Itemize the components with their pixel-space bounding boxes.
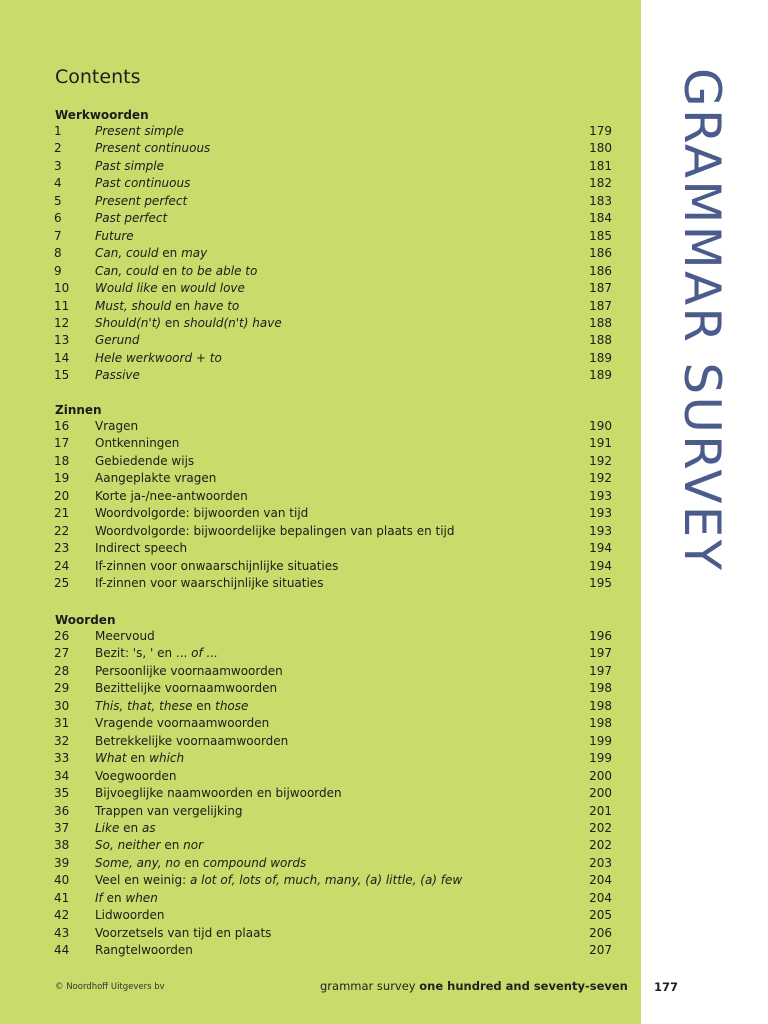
entry-page: 199 (589, 733, 612, 748)
entry-title-part: If-zinnen voor onwaarschijnlijke situaties (95, 558, 339, 573)
running-title: grammar survey (320, 979, 416, 993)
entry-title-part: en (102, 890, 126, 905)
toc-entry[interactable] (0, 890, 641, 907)
entry-page: 187 (589, 281, 612, 296)
entry-page: 202 (589, 820, 612, 835)
toc-entry[interactable] (0, 505, 641, 522)
entry-title-part: would love (180, 281, 245, 296)
entry-title (95, 803, 575, 820)
entry-page: 180 (589, 141, 612, 156)
entry-title-part: nor (183, 838, 204, 853)
entry-page: 181 (589, 158, 612, 173)
entry-title (95, 332, 575, 349)
entry-title (95, 750, 575, 767)
section-heading: Werkwoorden (55, 108, 149, 122)
toc-entry[interactable] (0, 540, 641, 557)
entry-page: 200 (589, 768, 612, 783)
entry-title (95, 907, 575, 924)
entry-title-part: Vragen (95, 419, 139, 433)
entry-title (95, 350, 575, 367)
toc-entry[interactable] (0, 733, 641, 750)
entry-title-part: en (157, 281, 181, 296)
entry-title-part: compound words (203, 855, 307, 870)
entry-page: 201 (589, 803, 612, 818)
entry-page: 204 (589, 873, 612, 888)
toc-entry[interactable] (0, 140, 641, 157)
entry-title-part: Voorzetsels van tijd en plaats (95, 925, 272, 940)
copyright-notice: © Noordhoff Uitgevers bv (55, 982, 165, 992)
entry-number: 18 (54, 453, 70, 468)
entry-number: 30 (54, 698, 70, 713)
entry-title (95, 698, 575, 715)
entry-title-part: Trappen van vergelijking (95, 803, 243, 818)
entry-number: 8 (54, 246, 62, 261)
entry-number: 15 (54, 368, 70, 383)
entry-page: 198 (589, 716, 612, 731)
entry-title-part: when (125, 890, 158, 905)
entry-title-part: Veel en weinig: (95, 873, 190, 888)
entry-title (95, 663, 575, 680)
entry-title-part: en (192, 698, 216, 713)
entry-page: 205 (589, 908, 612, 923)
entry-title (95, 645, 575, 662)
entry-title (95, 435, 575, 452)
entry-number: 22 (54, 523, 70, 538)
entry-title (95, 680, 575, 697)
entry-title (95, 298, 575, 315)
entry-number: 40 (54, 873, 70, 888)
entry-title-part: Future (95, 228, 134, 243)
entry-title (95, 367, 575, 384)
page-title: Contents (55, 66, 141, 88)
toc-entry[interactable] (0, 280, 641, 297)
toc-entry[interactable] (0, 470, 641, 487)
toc-entry[interactable] (0, 263, 641, 280)
entry-title-part: This, that, these (95, 698, 193, 713)
toc-entry[interactable] (0, 435, 641, 452)
entry-title (95, 855, 575, 872)
entry-title (95, 942, 575, 959)
entry-page: 193 (589, 488, 612, 503)
entry-title (95, 418, 575, 435)
entry-page: 196 (589, 629, 612, 643)
entry-title (95, 488, 575, 505)
toc-entry[interactable] (0, 715, 641, 732)
entry-title-part: Persoonlijke voornaamwoorden (95, 663, 283, 678)
entry-page: 194 (589, 558, 612, 573)
entry-number: 39 (54, 855, 70, 870)
entry-title-part: en (126, 751, 150, 766)
entry-number: 17 (54, 436, 70, 451)
toc-entry[interactable] (0, 803, 641, 820)
entry-title-part: Hele werkwoord + (95, 350, 210, 365)
toc-entry[interactable] (0, 228, 641, 245)
entry-title-part: en (160, 838, 184, 853)
entry-title-part: Gebiedende wijs (95, 453, 195, 468)
toc-entry[interactable] (0, 925, 641, 942)
entry-title-part: Passive (95, 368, 140, 383)
toc-entry[interactable] (0, 820, 641, 837)
entry-number: 35 (54, 786, 70, 801)
entry-page: 186 (589, 263, 612, 278)
entry-page: 183 (589, 193, 612, 208)
entry-number: 13 (54, 333, 70, 348)
entry-title (95, 470, 575, 487)
entry-page: 203 (589, 855, 612, 870)
entry-page: 200 (589, 786, 612, 801)
entry-title-part: Woordvolgorde: bijwoordelijke bepalingen van plaats en tijd (95, 523, 455, 538)
entry-title (95, 315, 575, 332)
entry-number: 2 (54, 141, 62, 156)
entry-number: 27 (54, 646, 70, 661)
toc-entry[interactable] (0, 332, 641, 349)
entry-title (95, 890, 575, 907)
entry-title-part: to (209, 350, 222, 365)
entry-title-part: of ... (191, 646, 218, 661)
entry-title (95, 193, 575, 210)
entry-number: 3 (54, 158, 62, 173)
entry-number: 32 (54, 733, 70, 748)
toc-entry[interactable] (0, 175, 641, 192)
entry-page: 192 (589, 471, 612, 486)
entry-title-part: Korte ja-/nee-antwoorden (95, 488, 248, 503)
toc-entry[interactable] (0, 298, 641, 315)
entry-page: 188 (589, 315, 612, 330)
toc-entry[interactable] (0, 768, 641, 785)
entry-number: 12 (54, 315, 70, 330)
side-title: GRAMMAR SURVEY (673, 68, 731, 573)
entry-title-part: have to (193, 298, 240, 313)
entry-number: 42 (54, 908, 70, 923)
entry-title (95, 872, 575, 889)
toc-entry[interactable] (0, 488, 641, 505)
entry-number: 16 (54, 419, 70, 433)
entry-title-part: en (119, 820, 142, 835)
section-heading: Woorden (55, 613, 116, 627)
toc-entry[interactable] (0, 855, 641, 872)
entry-title-part: Past simple (95, 158, 164, 173)
entry-number: 20 (54, 488, 70, 503)
entry-title-part: as (141, 820, 156, 835)
entry-title-part: en (161, 315, 184, 330)
page-number-words: one hundred and seventy-seven (419, 979, 628, 993)
toc-entry[interactable] (0, 193, 641, 210)
entry-page: 189 (589, 350, 612, 365)
entry-title-part: Past perfect (95, 211, 168, 226)
entry-title-part: Woordvolgorde: bijwoorden van tijd (95, 506, 309, 521)
entry-title-part: Present continuous (95, 141, 211, 156)
entry-title-part: may (181, 246, 208, 261)
entry-title (95, 505, 575, 522)
entry-title-part: Can, could (95, 263, 159, 278)
entry-title-part: Indirect speech (95, 541, 188, 556)
page-number: 177 (653, 980, 678, 994)
entry-page: 182 (589, 176, 612, 191)
entry-title-part: a lot of, lots of, much, many, (a) little, (a) few (189, 873, 463, 888)
entry-number: 26 (54, 629, 70, 643)
toc-entry[interactable] (0, 367, 641, 384)
entry-title-part: Like (95, 820, 120, 835)
toc-entry[interactable] (0, 872, 641, 889)
entry-number: 36 (54, 803, 70, 818)
entry-title (95, 263, 575, 280)
entry-title-part: en (171, 298, 194, 313)
entry-title-part: en (180, 855, 203, 870)
entry-title (95, 540, 575, 557)
entry-number: 9 (54, 263, 62, 278)
entry-title (95, 140, 575, 157)
entry-title-part: Bezit: 's, ' en ... (95, 646, 192, 661)
toc-entry[interactable] (0, 245, 641, 262)
entry-title-part: Some, any, no (95, 855, 181, 870)
entry-page: 190 (589, 419, 612, 433)
entry-title-part: Aangeplakte vragen (95, 471, 217, 486)
entry-title-part: Rangtelwoorden (95, 943, 193, 958)
entry-title (95, 733, 575, 750)
toc-entry[interactable] (0, 558, 641, 575)
entry-title-part: Past continuous (95, 176, 191, 191)
entry-title (95, 280, 575, 297)
entry-title (95, 575, 575, 592)
toc-entry[interactable] (0, 942, 641, 959)
entry-number: 28 (54, 663, 70, 678)
entry-number: 44 (54, 943, 70, 958)
entry-number: 38 (54, 838, 70, 853)
entry-title-part: If (95, 890, 103, 905)
entry-title-part: those (215, 698, 249, 713)
running-footer (320, 979, 628, 993)
entry-page: 197 (589, 646, 612, 661)
entry-title-part: Voegwoorden (95, 768, 177, 783)
entry-page: 186 (589, 246, 612, 261)
entry-number: 19 (54, 471, 70, 486)
toc-entry[interactable] (0, 418, 641, 435)
toc-entry[interactable] (0, 698, 641, 715)
entry-title-part: Meervoud (95, 629, 155, 643)
entry-number: 7 (54, 228, 62, 243)
entry-number: 1 (54, 124, 62, 138)
entry-number: 33 (54, 751, 70, 766)
entry-title (95, 715, 575, 732)
entry-page: 194 (589, 541, 612, 556)
entry-number: 34 (54, 768, 70, 783)
toc-entry[interactable] (0, 645, 641, 662)
entry-page: 206 (589, 925, 612, 940)
toc-entry[interactable] (0, 907, 641, 924)
toc-entry[interactable] (0, 158, 641, 175)
entry-title-part: Bezittelijke voornaamwoorden (95, 681, 278, 696)
entry-number: 25 (54, 576, 70, 591)
entry-title (95, 785, 575, 802)
entry-page: 198 (589, 698, 612, 713)
entry-title-part: If-zinnen voor waarschijnlijke situaties (95, 576, 324, 591)
toc-entry[interactable] (0, 123, 641, 140)
entry-title (95, 158, 575, 175)
entry-title-part: should(n't) have (183, 315, 282, 330)
entry-title (95, 453, 575, 470)
entry-number: 43 (54, 925, 70, 940)
entry-title-part: Present perfect (95, 193, 188, 208)
entry-title-part: What (95, 751, 127, 766)
entry-page: 207 (589, 943, 612, 958)
entry-page: 198 (589, 681, 612, 696)
entry-page: 204 (589, 890, 612, 905)
toc-entry[interactable] (0, 453, 641, 470)
entry-number: 31 (54, 716, 70, 731)
entry-title-part: Bijvoeglijke naamwoorden en bijwoorden (95, 786, 342, 801)
entry-title (95, 768, 575, 785)
entry-number: 29 (54, 681, 70, 696)
toc-entry[interactable] (0, 663, 641, 680)
entry-page: 191 (589, 436, 612, 451)
toc-entry[interactable] (0, 210, 641, 227)
entry-title-part: which (149, 751, 185, 766)
entry-title-part: Must, should (95, 298, 172, 313)
entry-number: 37 (54, 820, 70, 835)
entry-title-part: Vragende voornaamwoorden (95, 716, 270, 731)
entry-page: 199 (589, 751, 612, 766)
entry-number: 41 (54, 890, 70, 905)
entry-title-part: Can, could (95, 246, 159, 261)
entry-page: 202 (589, 838, 612, 853)
entry-title (95, 523, 575, 540)
entry-title-part: So, neither (95, 838, 161, 853)
toc-entry[interactable] (0, 350, 641, 367)
entry-title-part: Lidwoorden (95, 908, 165, 923)
entry-title (95, 245, 575, 262)
entry-title-part: Would like (95, 281, 158, 296)
entry-number: 14 (54, 350, 70, 365)
entry-title-part: en (158, 263, 182, 278)
entry-title-part: Betrekkelijke voornaamwoorden (95, 733, 289, 748)
entry-page: 179 (589, 124, 612, 138)
toc-entry[interactable] (0, 575, 641, 592)
entry-page: 187 (589, 298, 612, 313)
toc-entry[interactable] (0, 680, 641, 697)
entry-page: 189 (589, 368, 612, 383)
entry-title (95, 123, 575, 140)
entry-title (95, 175, 575, 192)
toc-entry[interactable] (0, 750, 641, 767)
entry-page: 188 (589, 333, 612, 348)
entry-title (95, 628, 575, 645)
entry-title-part: to be able to (181, 263, 258, 278)
entry-title-part: Gerund (95, 333, 140, 348)
entry-number: 6 (54, 211, 62, 226)
entry-title-part: Ontkenningen (95, 436, 180, 451)
toc-entry[interactable] (0, 837, 641, 854)
toc-entry[interactable] (0, 785, 641, 802)
entry-title (95, 820, 575, 837)
entry-title-part: Should(n't) (95, 315, 162, 330)
entry-page: 185 (589, 228, 612, 243)
entry-title (95, 925, 575, 942)
entry-page: 197 (589, 663, 612, 678)
entry-page: 193 (589, 506, 612, 521)
entry-page: 193 (589, 523, 612, 538)
entry-number: 24 (54, 558, 70, 573)
entry-page: 184 (589, 211, 612, 226)
entry-number: 10 (54, 281, 70, 296)
toc-entry[interactable] (0, 523, 641, 540)
entry-number: 21 (54, 506, 70, 521)
entry-number: 11 (54, 298, 70, 313)
toc-entry[interactable] (0, 315, 641, 332)
entry-number: 23 (54, 541, 70, 556)
entry-title (95, 210, 575, 227)
entry-number: 5 (54, 193, 62, 208)
toc-entry[interactable] (0, 628, 641, 645)
entry-title (95, 558, 575, 575)
entry-number: 4 (54, 176, 62, 191)
entry-title (95, 837, 575, 854)
entry-title-part: Present simple (95, 124, 184, 138)
entry-page: 192 (589, 453, 612, 468)
entry-page: 195 (589, 576, 612, 591)
section-heading: Zinnen (55, 403, 102, 417)
side-title-band (673, 68, 731, 668)
entry-title-part: en (158, 246, 182, 261)
entry-title (95, 228, 575, 245)
